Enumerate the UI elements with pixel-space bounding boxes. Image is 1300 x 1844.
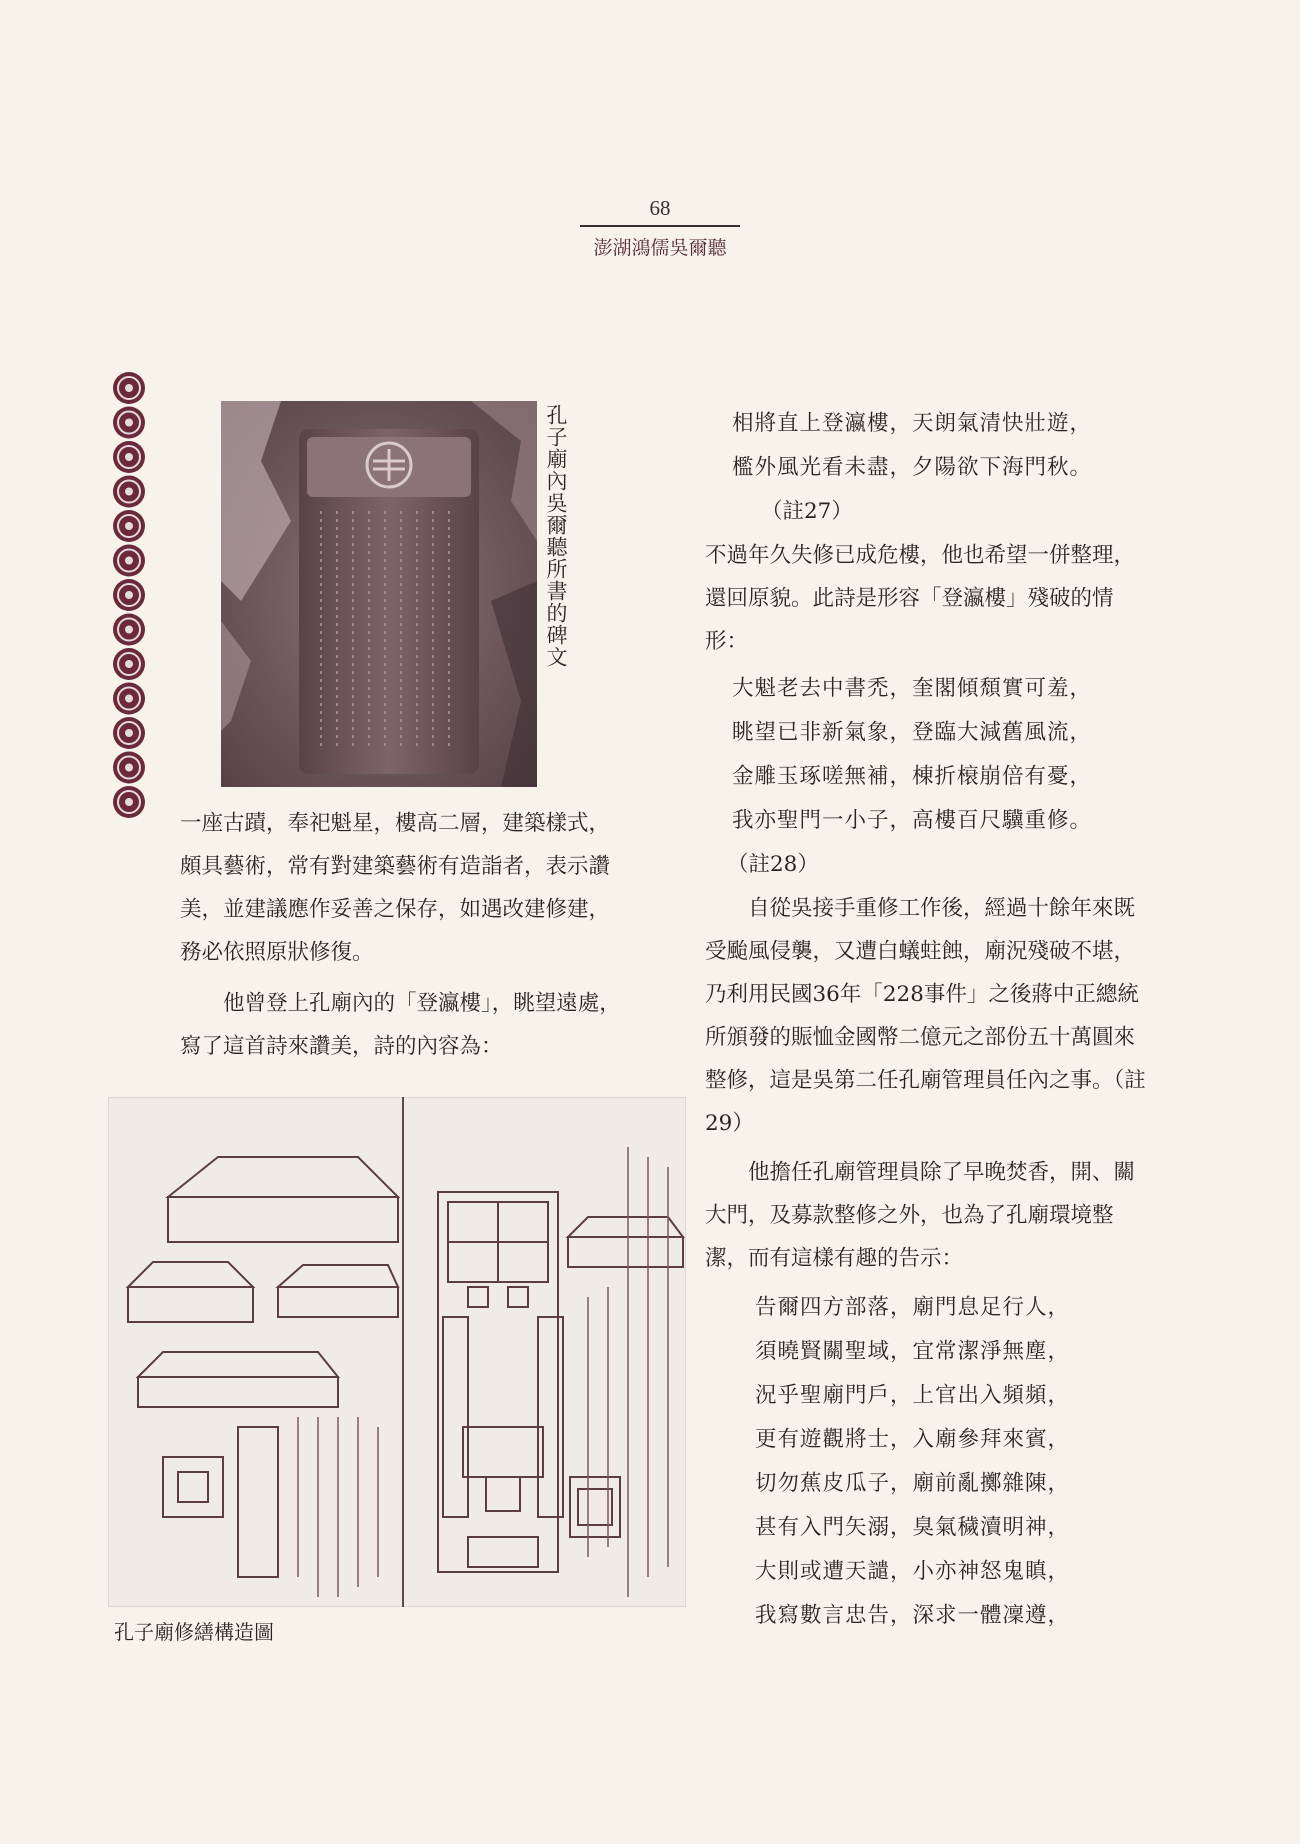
page-header: [560, 195, 760, 260]
medallion-ornament: [113, 510, 145, 542]
left-column-text: [180, 802, 630, 1068]
poem-2-line: 金雕玉琢嗟無補，棟折榱崩倍有憂，: [732, 764, 1093, 789]
medallion-ornament: [113, 752, 145, 784]
book-title: 澎湖鴻儒吳爾聽: [593, 237, 727, 259]
page-number: 68: [649, 196, 671, 220]
right-paragraph-1: 不過年久失修已成危樓，他也希望一併整理，還回原貌。此詩是形容「登瀛樓」殘破的情形：: [705, 543, 1136, 654]
medallion-ornament: [113, 614, 145, 646]
header-divider: [580, 225, 740, 227]
poem-3-line: 大則或遭天譴，小亦神怒鬼瞋，: [755, 1559, 1071, 1584]
poem-3-line: 切勿蕉皮瓜子，廟前亂擲雜陳，: [755, 1471, 1071, 1496]
restoration-plan-drawings: [108, 1097, 686, 1607]
right-column-text: [705, 402, 1155, 1638]
medallion-ornament: [113, 372, 145, 404]
left-paragraph-2: 他曾登上孔廟內的「登瀛樓」，眺望遠處，寫了這首詩來讚美，詩的內容為：: [180, 991, 621, 1059]
medallion-ornament: [113, 717, 145, 749]
poem-3-line: 況乎聖廟門戶，上官出入頻頻，: [755, 1383, 1071, 1408]
medallion-ornament: [113, 407, 145, 439]
poem-3-line: 須曉賢關聖域，宜常潔淨無塵，: [755, 1339, 1071, 1364]
poem-3-line: 更有遊觀將士，入廟參拜來賓，: [755, 1427, 1071, 1452]
footnote-ref-27: （註27）: [761, 499, 853, 524]
poem-3-line: 告爾四方部落，廟門息足行人，: [755, 1295, 1071, 1320]
poem-3: [705, 1286, 1155, 1638]
poem-2-line: 我亦聖門一小子，高樓百尺驥重修。: [732, 808, 1093, 833]
medallion-ornament: [113, 476, 145, 508]
left-paragraph-1: 一座古蹟，奉祀魁星，樓高二層，建築樣式，頗具藝術，常有對建築藝術有造詣者，表示讚美，並建議應作妥善之保存，如遇改建修建，務必依照原狀修復。: [180, 811, 611, 965]
footnote-ref-28: （註28）: [727, 852, 819, 877]
stele-photo: [221, 401, 537, 787]
medallion-ornament: [113, 545, 145, 577]
poem-1: [705, 402, 1155, 490]
stele-photo-caption: 孔子廟內吳爾聽所書的碑文: [544, 404, 568, 668]
poem-3-line: 甚有入門矢溺，臭氣穢瀆明神，: [755, 1515, 1071, 1540]
medallion-ornament: [113, 683, 145, 715]
poem-1-line: 檻外風光看未盡，夕陽欲下海門秋。: [732, 455, 1093, 480]
decorative-medallion-strip: [106, 370, 152, 830]
medallion-ornament: [113, 648, 145, 680]
right-paragraph-2: 自從吳接手重修工作後，經過十餘年來既受颱風侵襲，又遭白蟻蛀蝕，廟況殘破不堪，乃利用民國36年「228事件」之後蔣中正總統所頒發的賑恤金國幣二億元之部份五十萬圓來整修，這是吳第二任孔廟管理員任內之事。（註29）: [705, 896, 1146, 1136]
poem-1-line: 相將直上登瀛樓，天朗氣清快壯遊，: [732, 411, 1093, 436]
right-paragraph-3: 他擔任孔廟管理員除了早晚焚香，開、關大門，及募款整修之外，也為了孔廟環境整潔，而有這樣有趣的告示：: [705, 1160, 1136, 1271]
poem-2-line: 大魁老去中書禿，奎閣傾頹實可羞，: [732, 676, 1093, 701]
poem-2-line: 眺望已非新氣象，登臨大減舊風流，: [732, 720, 1093, 745]
poem-2: [705, 667, 1155, 843]
plans-caption: 孔子廟修繕構造圖: [114, 1620, 274, 1644]
medallion-ornament: [113, 786, 145, 818]
medallion-ornament: [113, 441, 145, 473]
medallion-ornament: [113, 579, 145, 611]
poem-3-line: 我寫數言忠告，深求一體凜遵，: [755, 1603, 1071, 1628]
